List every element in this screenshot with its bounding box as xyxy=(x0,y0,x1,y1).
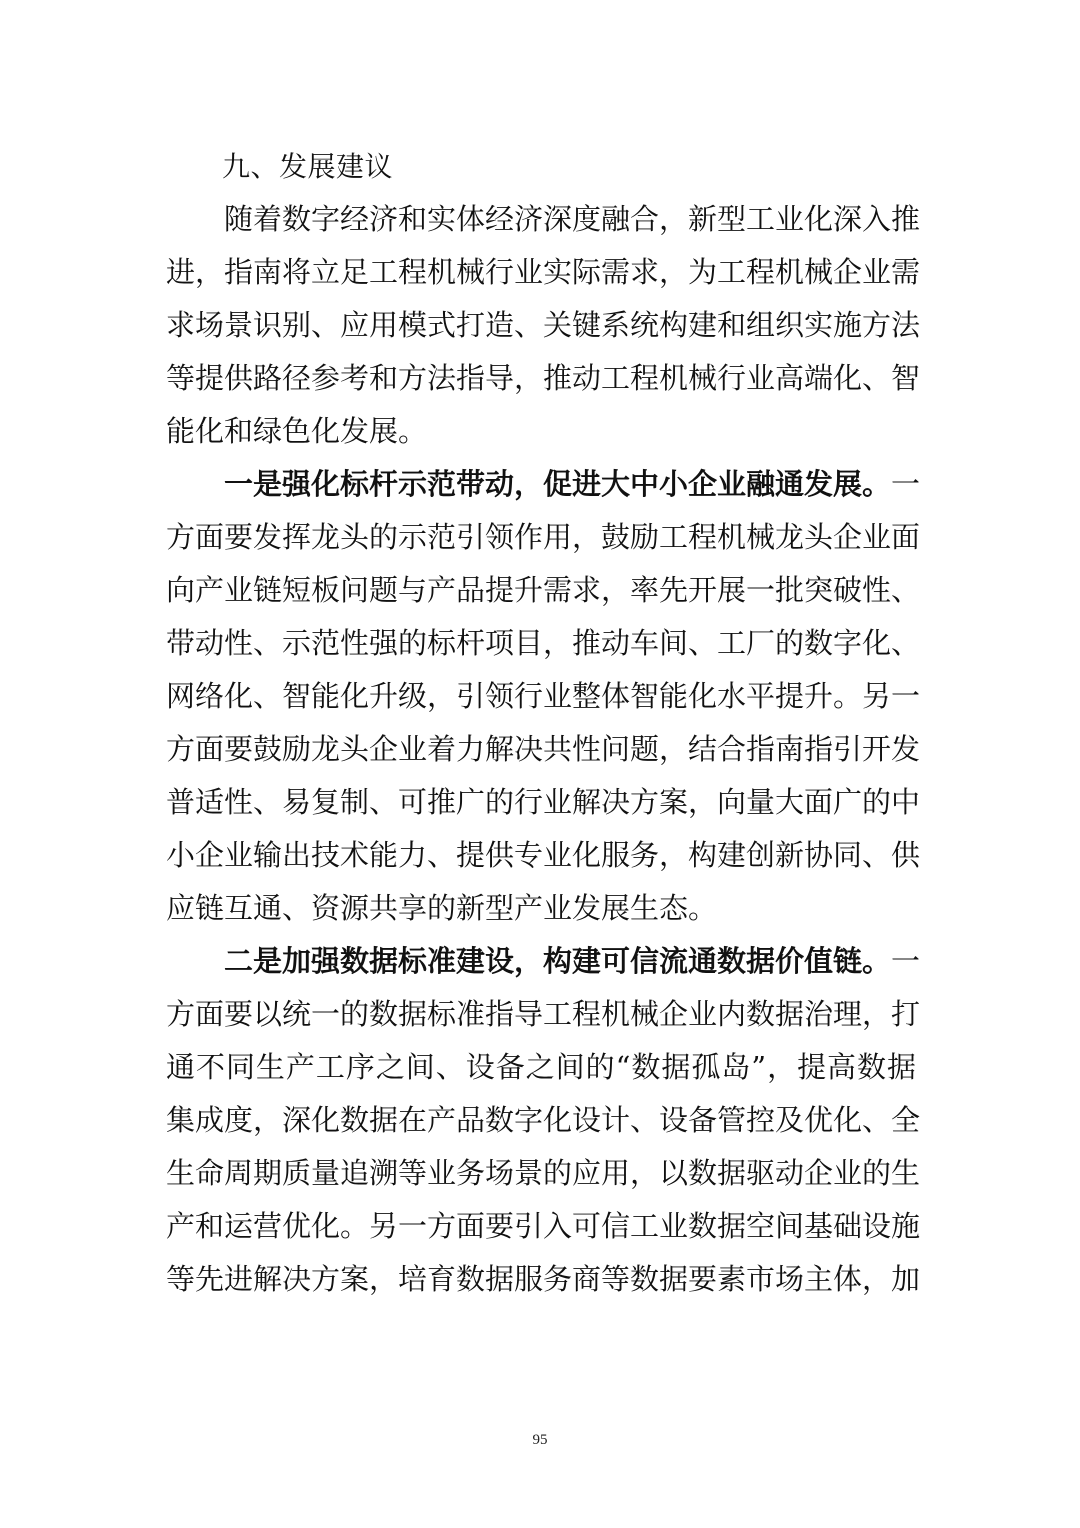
paragraph-1-line-1: 随着数字经济和实体经济深度融合，新型工业化深入推 xyxy=(224,202,921,236)
paragraph-3-bold-lead: 二是加强数据标准建设，构建可信流通数据价值链。 xyxy=(224,944,892,978)
page-number: 95 xyxy=(532,1432,548,1448)
body-text xyxy=(166,140,921,1306)
paragraph-2-line-6: 方面要鼓励龙头企业着力解决共性问题，结合指南指引开发 xyxy=(166,732,921,766)
paragraph-2-line-5: 网络化、智能化升级，引领行业整体智能化水平提升。另一 xyxy=(166,679,921,713)
paragraph-2-bold-lead: 一是强化标杆示范带动，促进大中小企业融通发展。 xyxy=(224,467,892,501)
paragraph-3-line-5: 生命周期质量追溯等业务场景的应用，以数据驱动企业的生 xyxy=(166,1156,921,1190)
paragraph-3-line-4: 集成度，深化数据在产品数字化设计、设备管控及优化、全 xyxy=(166,1103,921,1137)
paragraph-2-line-2: 方面要发挥龙头的示范引领作用，鼓励工程机械龙头企业面 xyxy=(166,520,921,554)
paragraph-2-first-line-rest: 一 xyxy=(891,467,921,501)
paragraph-3-line-6: 产和运营优化。另一方面要引入可信工业数据空间基础设施 xyxy=(166,1209,921,1243)
paragraph-3-line-2: 方面要以统一的数据标准指导工程机械企业内数据治理，打 xyxy=(166,997,921,1031)
paragraph-2-line-9: 应链互通、资源共享的新型产业发展生态。 xyxy=(166,891,718,925)
paragraph-2-line-7: 普适性、易复制、可推广的行业解决方案，向量大面广的中 xyxy=(166,785,921,819)
paragraph-1-line-3: 求场景识别、应用模式打造、关键系统构建和组织实施方法 xyxy=(166,308,921,342)
paragraph-1-line-4: 等提供路径参考和方法指导，推动工程机械行业高端化、智 xyxy=(166,361,921,395)
paragraph-2-line-3: 向产业链短板问题与产品提升需求，率先开展一批突破性、 xyxy=(166,573,921,607)
paragraph-2-line-1 xyxy=(166,458,921,511)
paragraph-3-line-1 xyxy=(166,935,921,988)
paragraph-2-line-8: 小企业输出技术能力、提供专业化服务，构建创新协同、供 xyxy=(166,838,921,872)
paragraph-3-first-line-rest: 一 xyxy=(891,944,921,978)
section-heading: 九、发展建议 xyxy=(222,150,394,183)
paragraph-3-line-7: 等先进解决方案，培育数据服务商等数据要素市场主体，加 xyxy=(166,1262,921,1296)
paragraph-1-line-2: 进，指南将立足工程机械行业实际需求，为工程机械企业需 xyxy=(166,255,921,289)
paragraph-3-line-3: 通不同生产工序之间、设备之间的“数据孤岛”，提高数据 xyxy=(166,1050,916,1084)
paragraph-2-line-4: 带动性、示范性强的标杆项目，推动车间、工厂的数字化、 xyxy=(166,626,921,660)
paragraph-1-line-5: 能化和绿色化发展。 xyxy=(166,414,428,448)
